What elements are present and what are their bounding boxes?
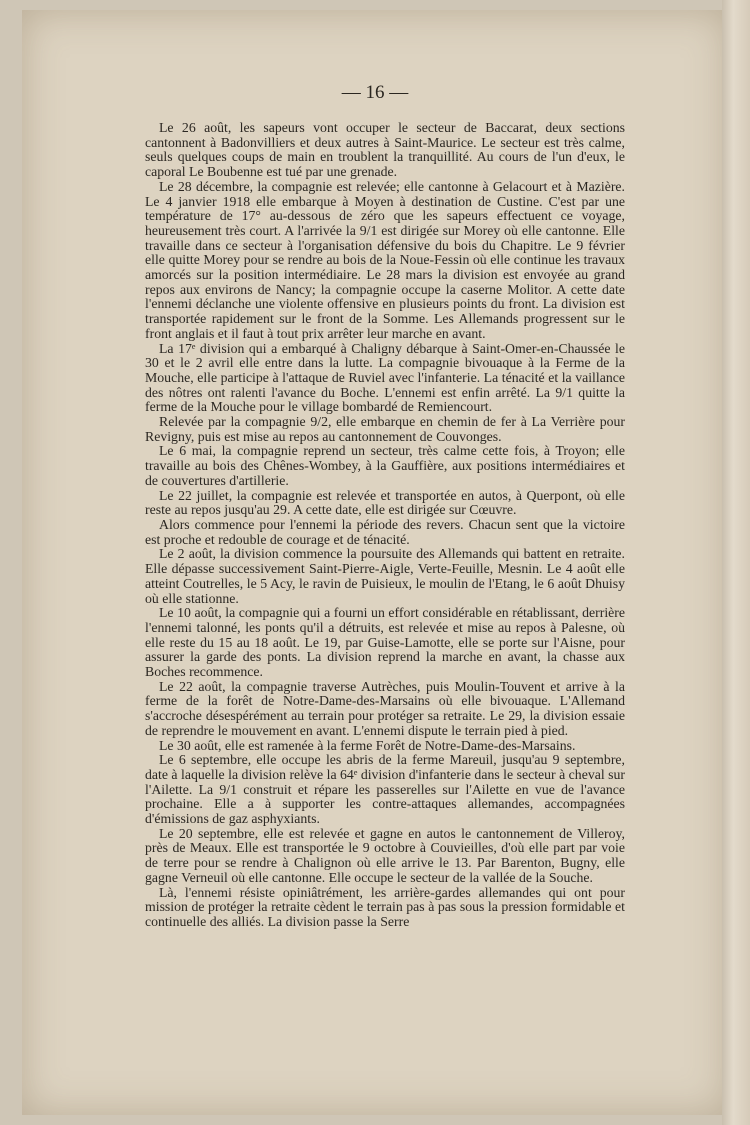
paragraph: La 17ᵉ division qui a embarqué à Chaligny débarque à Saint-Omer-en-Chaussée le 30 et le 2 avril elle entre dans la lutte. La compagnie bivouaque à la Ferme de la Mouche, elle participe à l'attaque de Ruviel avec l'infanterie. La ténacité et la vaillance des nôtres ont ralenti l'avance du Boche. L'ennemi est enfin arrêté. La 9/1 quitte la ferme de la Mouche pour le village bombardé de Remiencourt. <box>145 340 625 415</box>
page-edge <box>722 0 750 1125</box>
paragraph: Le 22 août, la compagnie traverse Autrèches, puis Moulin-Touvent et arrive à la ferme de la forêt de Notre-Dame-des-Marsains où elle bivouaque. L'Allemand s'accroche désespérément au terrain pour protéger sa retraite. Le 29, la division essaie de reprendre le mouvement en avant. L'ennemi dispute le terrain pied à pied. <box>145 678 625 738</box>
page-number: — 16 — <box>341 82 409 103</box>
paragraph: Le 6 mai, la compagnie reprend un secteur, très calme cette fois, à Troyon; elle travaille au bois des Chênes-Wombey, à la Gauffière, aux positions intermédiaires et de couvertures d'artillerie. <box>145 443 625 488</box>
paragraph: Relevée par la compagnie 9/2, elle embarque en chemin de fer à La Verrière pour Revigny, puis est mise au repos au cantonnement de Couvonges. <box>145 414 625 444</box>
paragraph: Le 20 septembre, elle est relevée et gagne en autos le cantonnement de Villeroy, près de Meaux. Elle est transportée le 9 octobre à Couvieilles, d'où elle part par voie de terre pour se rendre à Chalignon où elle arrive le 13. Par Barenton, Bugny, elle gagne Verneuil où elle cantonne. Elle occupe le secteur de la vallée de la Souche. <box>145 825 625 885</box>
paragraph: Le 2 août, la division commence la poursuite des Allemands qui battent en retraite. Elle dépasse successivement Saint-Pierre-Aigle, Verte-Feuille, Mesnin. Le 4 août elle atteint Coutrelles, le 5 Acy, le ravin de Puisieux, le moulin de l'Etang, le 6 août Dhuisy où elle stationne. <box>145 546 625 606</box>
paragraph: Le 28 décembre, la compagnie est relevée; elle cantonne à Gelacourt et à Mazière. Le 4 janvier 1918 elle embarque à Moyen à destination de Custine. C'est par une température de 17° au-dessous de zéro que les sapeurs effectuent ce voyage, heureusement très court. A l'arrivée la 9/1 est dirigée sur Morey où elle cantonne. Elle travaille dans ce secteur à l'organisation défensive du bois du Chapitre. Le 9 février elle quitte Morey pour se rendre au bois de la Noue-Fessin où elle continue les travaux amorcés sur la position intermédiaire. Le 28 mars la division est envoyée au grand repos aux environs de Nancy; la compagnie occupe la caserne Molitor. A cette date l'ennemi déclanche une violente offensive en plusieurs points du front. La division est transportée rapidement sur le front de la Somme. Les Allemands progressent sur le front anglais et il faut à tout prix arrêter leur marche en avant. <box>145 178 625 341</box>
paragraph: Le 6 septembre, elle occupe les abris de la ferme Mareuil, jusqu'au 9 septembre, date à laquelle la division relève la 64ᵉ division d'infanterie dans le secteur à cheval sur l'Ailette. La 9/1 construit et répare les passerelles sur l'Ailette en vue de l'avance prochaine. Elle a à supporter les contre-attaques allemandes, accompagnées d'émissions de gaz asphyxiants. <box>145 752 625 827</box>
paragraph: Le 30 août, elle est ramenée à la ferme Forêt de Notre-Dame-des-Marsains. <box>159 737 576 753</box>
paragraph: Le 10 août, la compagnie qui a fourni un effort considérable en rétablissant, derrière l'ennemi talonné, les ponts qu'il a détruits, est relevée et mise au repos à Palesne, où elle reste du 15 au 18 août. Le 19, par Guise-Lamotte, elle se porte sur l'Aisne, pour assurer la garde des ponts. La division reprend la marche en avant, la chasse aux Boches recommence. <box>145 605 625 680</box>
paragraph: Le 26 août, les sapeurs vont occuper le secteur de Baccarat, deux sections cantonnent à Badonvilliers et deux autres à Saint-Maurice. Le secteur est très calme, seuls quelques coups de main en troublent la tranquillité. Au cours de l'un d'eux, le caporal Le Boubenne est tué par une grenade. <box>145 120 625 180</box>
paragraph: Alors commence pour l'ennemi la période des revers. Chacun sent que la victoire est proche et redouble de courage et de ténacité. <box>145 516 625 547</box>
paragraph: Le 22 juillet, la compagnie est relevée et transportée en autos, à Querpont, où elle reste au repos jusqu'au 29. A cette date, elle est dirigée sur Cœuvre. <box>145 487 625 518</box>
body-text <box>145 121 625 930</box>
paragraph: Là, l'ennemi résiste opiniâtrément, les arrière-gardes allemandes qui ont pour mission de protéger la retraite cèdent le terrain pas à pas sous la pression formidable et continuelle des alliés. La division passe la Serre <box>145 884 625 929</box>
